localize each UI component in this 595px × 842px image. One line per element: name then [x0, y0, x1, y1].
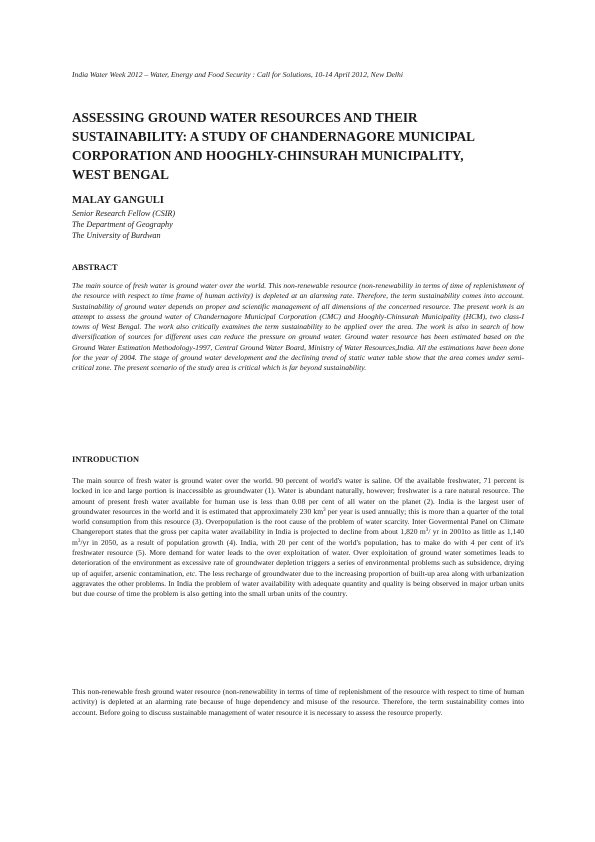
introduction-paragraph-1 [72, 476, 524, 600]
author-affiliation: Senior Research Fellow (CSIR) [72, 209, 176, 218]
introduction-heading: INTRODUCTION [72, 455, 140, 464]
paper-title [72, 108, 524, 184]
title-line: SUSTAINABILITY: A STUDY OF CHANDERNAGORE MUNICIPAL [72, 129, 475, 144]
title-line: WEST BENGAL [72, 167, 169, 182]
running-header: India Water Week 2012 – Water, Energy and Food Security : Call for Solutions, 10-14 April 2012, New Delhi [72, 70, 403, 79]
intro-text: / yr in 2001to as little as 1,140 m [72, 527, 524, 547]
title-line: CORPORATION AND HOOGHLY-CHINSURAH MUNICIPALITY, [72, 148, 464, 163]
superscript: 3 [77, 538, 81, 544]
abstract-text: The main source of fresh water is ground water over the world. This non-renewable resource (non-renewability in terms of time of replenishment of the resource with respect to time frame of human activity) is depleted at an alarming rate. Therefore, the term sustainability comes into account. Sustainability of ground water depends on proper and scientific management of all dimensions of the concerned resource. The present work is an attempt to assess the ground water of Chandernagore Municipal Corporation (CMC) and Hooghly-Chinsurah Municipality (HCM), two class-I towns of West Bengal. The work also critically examines the term sustainability to be applied over the area. The work is also in search of how diversification of sources for different uses can reduce the pressure on ground water. Ground water resource has been estimated based on the Ground Water Estimation Methodology-1997, Central Ground Water Board, Ministry of Water Resources,India. All the estimations have been done for the year of 2004. The stage of ground water development and the declining trend of static water table show that the area comes under semi-critical zone. The present scenario of the study area is critical which is far beyond sustainability. [72, 281, 524, 373]
author-department: The Department of Geography [72, 220, 173, 229]
intro-text: . The less recharge of groundwater due to the increasing proportion of built-up area along with urbanization aggravates the other problems. In India the problem of water availability with adequate quantity and quality is being observed in major urban units but due course of time the problem is also getting into the small urban units of the country. [72, 568, 525, 599]
intro-text-italic: etc [186, 568, 195, 578]
title-line: ASSESSING GROUND WATER RESOURCES AND THEIR [72, 110, 418, 125]
author-block [72, 194, 524, 241]
author-university: The University of Burdwan [72, 231, 161, 240]
intro-text: per year is used annually; this is more than a quarter of the total world consumption from this resource (3). Overpopulation is the root cause of the problem of water scarcity. Inter Govermental Panel on Climate Changereport states that the gross per capita water availability in India is projected to decline from about 1,820 m [72, 506, 524, 537]
superscript: 3 [323, 507, 326, 513]
abstract-heading: ABSTRACT [72, 263, 118, 272]
introduction-paragraph-2: This non-renewable fresh ground water resource (non-renewability in terms of time of replenishment of the resource with respect to time of human activity) is depleted at an alarming rate because of huge dependency and misuse of the resource. Therefore, the term sustainability comes into account. Before going to discuss sustainable management of water resource it is necessary to assess the resource properly. [72, 687, 524, 717]
intro-text: The main source of fresh water is ground water over the world. 90 percent of world's water is saline. Of the available freshwater, 71 percent is locked in ice and large portion is inaccessible as groundwater (1). Water is abundant naturally, however; freshwater is a rare natural resource. The amount of present fresh water available for human use is less than 0.08 per cent of all water on the planet (2). India is the largest user of groundwater resources in the world and it is estimated that approximately 230 km [72, 476, 524, 516]
author-name: MALAY GANGULI [72, 195, 164, 206]
superscript: 3 [425, 528, 429, 534]
intro-text: /yr in 2050, as a result of population growth (4). India, with 20 per cent of the world's population, has to make do with 4 per cent of it's freshwater resource (5). More demand for water leads to the over exploitation of water. Over exploitation of ground water sometimes leads to deterioration of the environment as excessive rate of groundwater depletion triggers a series of environmental problems such as subsidence, drying up of aquifer, arsenic contamination, [72, 537, 524, 578]
